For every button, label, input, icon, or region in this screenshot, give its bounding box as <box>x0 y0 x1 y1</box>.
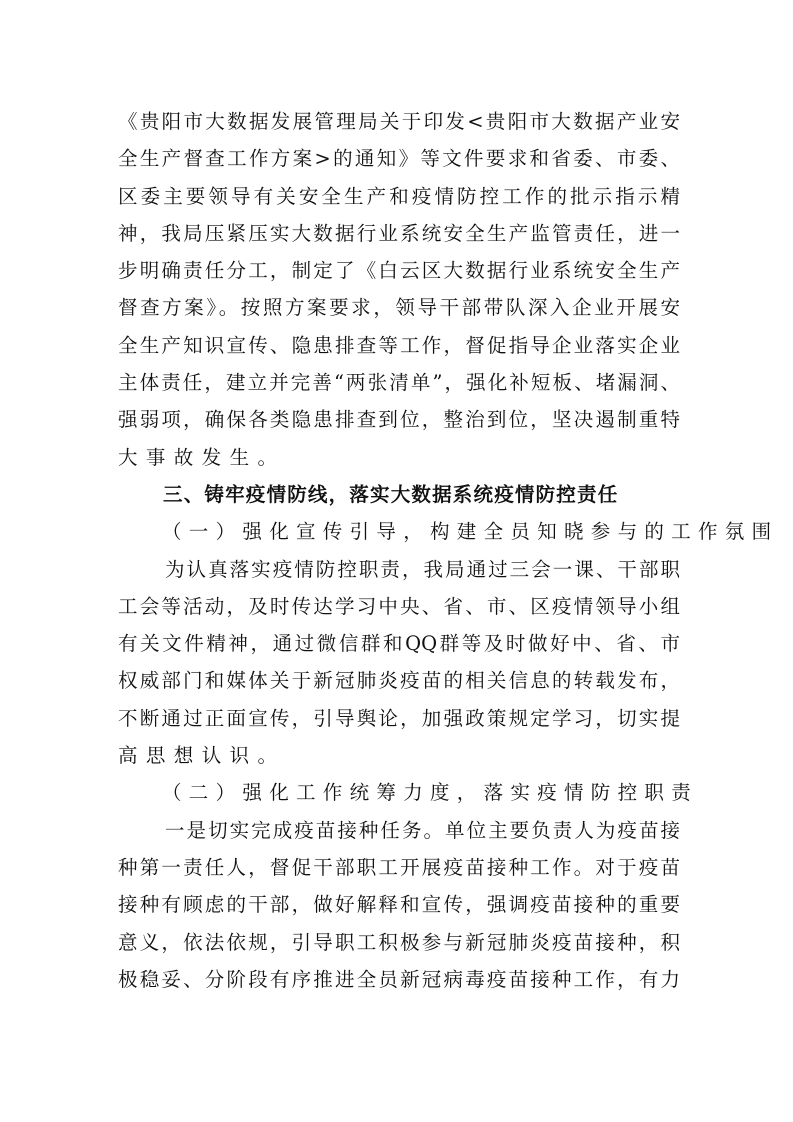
text-line: 为认真落实疫情防控职责，我局通过三会一课、干部职 <box>165 557 680 581</box>
paragraph <box>118 551 680 775</box>
text-line: 主体责任，建立并完善“两张清单”，强化补短板、堵漏洞、 <box>118 371 680 395</box>
text-line: 强弱项，确保各类隐患排查到位，整治到位，坚决遏制重特 <box>118 408 680 432</box>
text-line: 意义，依法依规，引导职工积极参与新冠肺炎疫苗接种，积 <box>118 930 680 954</box>
text-line: 步明确责任分工，制定了《白云区大数据行业系统安全生产 <box>118 259 680 283</box>
subsection-heading: （二）强化工作统筹力度，落实疫情防控职责 <box>162 781 699 805</box>
text-line: 区委主要领导有关安全生产和疫情防控工作的批示指示精 <box>118 184 680 208</box>
document-page <box>118 103 779 998</box>
text-line: 神，我局压紧压实大数据行业系统安全生产监管责任，进一 <box>118 221 680 245</box>
text-line: 督查方案》。按照方案要求，领导干部带队深入企业开展安 <box>118 296 680 320</box>
subsection-heading: （一）强化宣传引导，构建全员知晓参与的工作氛围 <box>162 520 779 544</box>
paragraph <box>118 812 680 998</box>
section-heading: 三、铸牢疫情防线，落实大数据系统疫情防控责任 <box>163 482 619 506</box>
text-line: 接种有顾虑的干部，做好解释和宣传，强调疫苗接种的重要 <box>118 893 680 917</box>
text-line: 不断通过正面宣传，引导舆论，加强政策规定学习，切实提 <box>118 706 680 730</box>
text-line: 有关文件精神，通过微信群和QQ群等及时做好中、省、市 <box>118 632 680 656</box>
paragraph <box>118 103 680 476</box>
text-line: 全生产知识宣传、隐患排查等工作，督促指导企业落实企业 <box>118 333 680 357</box>
text-line: 一是切实完成疫苗接种任务。单位主要负责人为疫苗接 <box>165 818 680 842</box>
text-line: 《贵阳市大数据发展管理局关于印发<贵阳市大数据产业安 <box>118 110 680 133</box>
text-line: 极稳妥、分阶段有序推进全员新冠病毒疫苗接种工作，有力 <box>118 967 680 991</box>
text-line: 全生产督查工作方案>的通知》等文件要求和省委、市委、 <box>118 147 680 171</box>
text-line: 种第一责任人，督促干部职工开展疫苗接种工作。对于疫苗 <box>118 855 680 879</box>
text-line: 权威部门和媒体关于新冠肺炎疫苗的相关信息的转载发布， <box>118 669 680 693</box>
text-line: 大事故发生。 <box>118 445 286 469</box>
text-line: 工会等活动，及时传达学习中央、省、市、区疫情领导小组 <box>118 594 680 618</box>
text-line: 高思想认识。 <box>118 744 286 768</box>
